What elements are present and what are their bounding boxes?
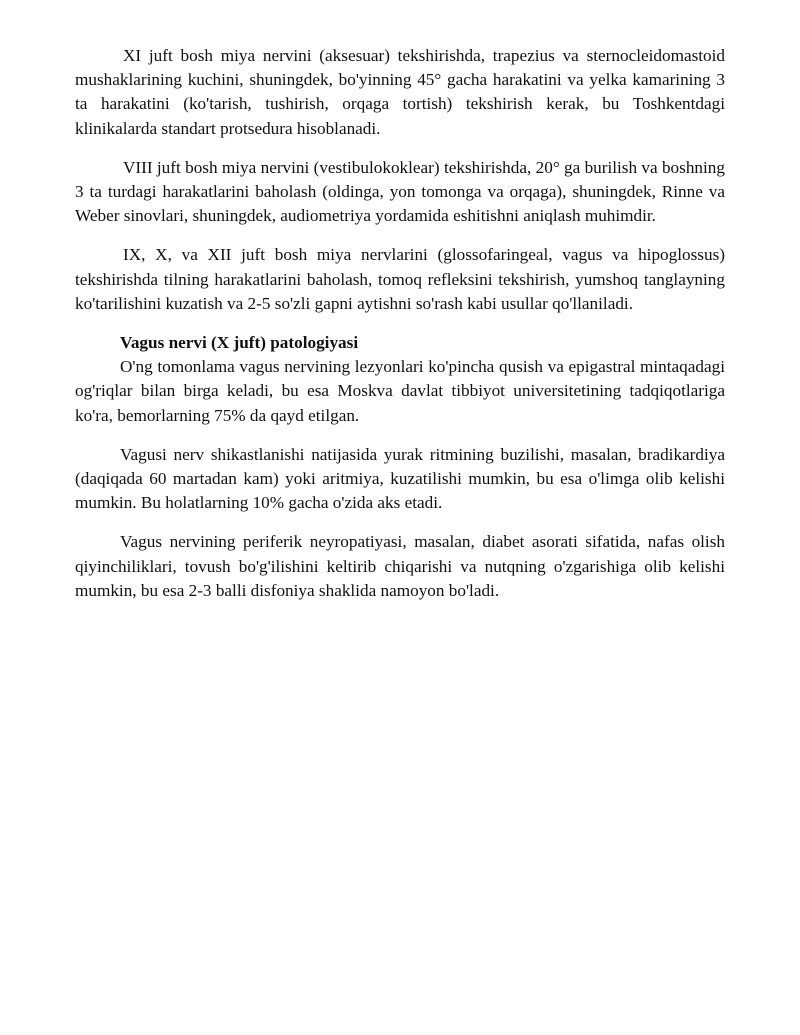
paragraph-heart-rhythm: Vagusi nerv shikastlanishi natijasida yurak ritmining buzilishi, masalan, bradikardiya (daqiqada 60 martadan kam) yoki aritmiya, kuzatilishi mumkin, bu esa o'limga olib kelishi mumkin. Bu holatlarning 10% gacha o'zida aks etadi.	[75, 444, 725, 513]
paragraph-peripheral-neuropathy: Vagus nervining periferik neyropatiyasi, masalan, diabet asorati sifatida, nafas olish qiyinchiliklari, tovush bo'g'ilishini keltirib chiqarishi va nutqning o'zgarishiga olib kelishi mumkin, bu esa 2-3 balli disfoniya shaklida namoyon bo'ladi.	[75, 532, 725, 600]
paragraph-vestibulocochlear-nerve: VIII juft bosh miya nervini (vestibulokoklear) tekshirishda, 20° ga burilish va boshning 3 ta turdagi harakatlarini baholash (oldinga, yon tomonga va orqaga), shuningdek, Rinne va Weber sinovlari, shuningdek, audiometriya yordamida eshitishni aniqlash muhimdir.	[75, 157, 725, 226]
paragraph-right-vagus-lesions: O'ng tomonlama vagus nervining lezyonlari ko'pincha qusish va epigastral mintaqadagi og'riqlar bilan birga keladi, bu esa Moskva davlat tibbiyot universitetining tadqiqotlariga ko'ra, bemorlarning 75% da qayd etilgan.	[75, 357, 725, 425]
document-page	[75, 44, 725, 618]
paragraph-glossopharyngeal-vagus-hypoglossal: IX, X, va XII juft bosh miya nervlarini (glossofaringeal, vagus va hipoglossus) tekshirishda tilning harakatlarini baholash, tomoq refleksini tekshirish, yumshoq tanglayning ko'tarilishini kuzatish va 2-5 so'zli gapni aytishni so'rash kabi usullar qo'llaniladi.	[75, 245, 725, 313]
section-heading: Vagus nervi (X juft) patologiyasi	[120, 333, 359, 353]
paragraph-accessory-nerve: XI juft bosh miya nervini (aksesuar) tekshirishda, trapezius va sternocleidomastoid mushaklarining kuchini, shuningdek, bo'yinning 45° gacha harakatini va yelka kamarining 3 ta harakatini (ko'tarish, tushirish, orqaga tortish) tekshirish kerak, bu Toshkentdagi klinikalarda standart protsedura hisoblanadi.	[75, 46, 725, 138]
